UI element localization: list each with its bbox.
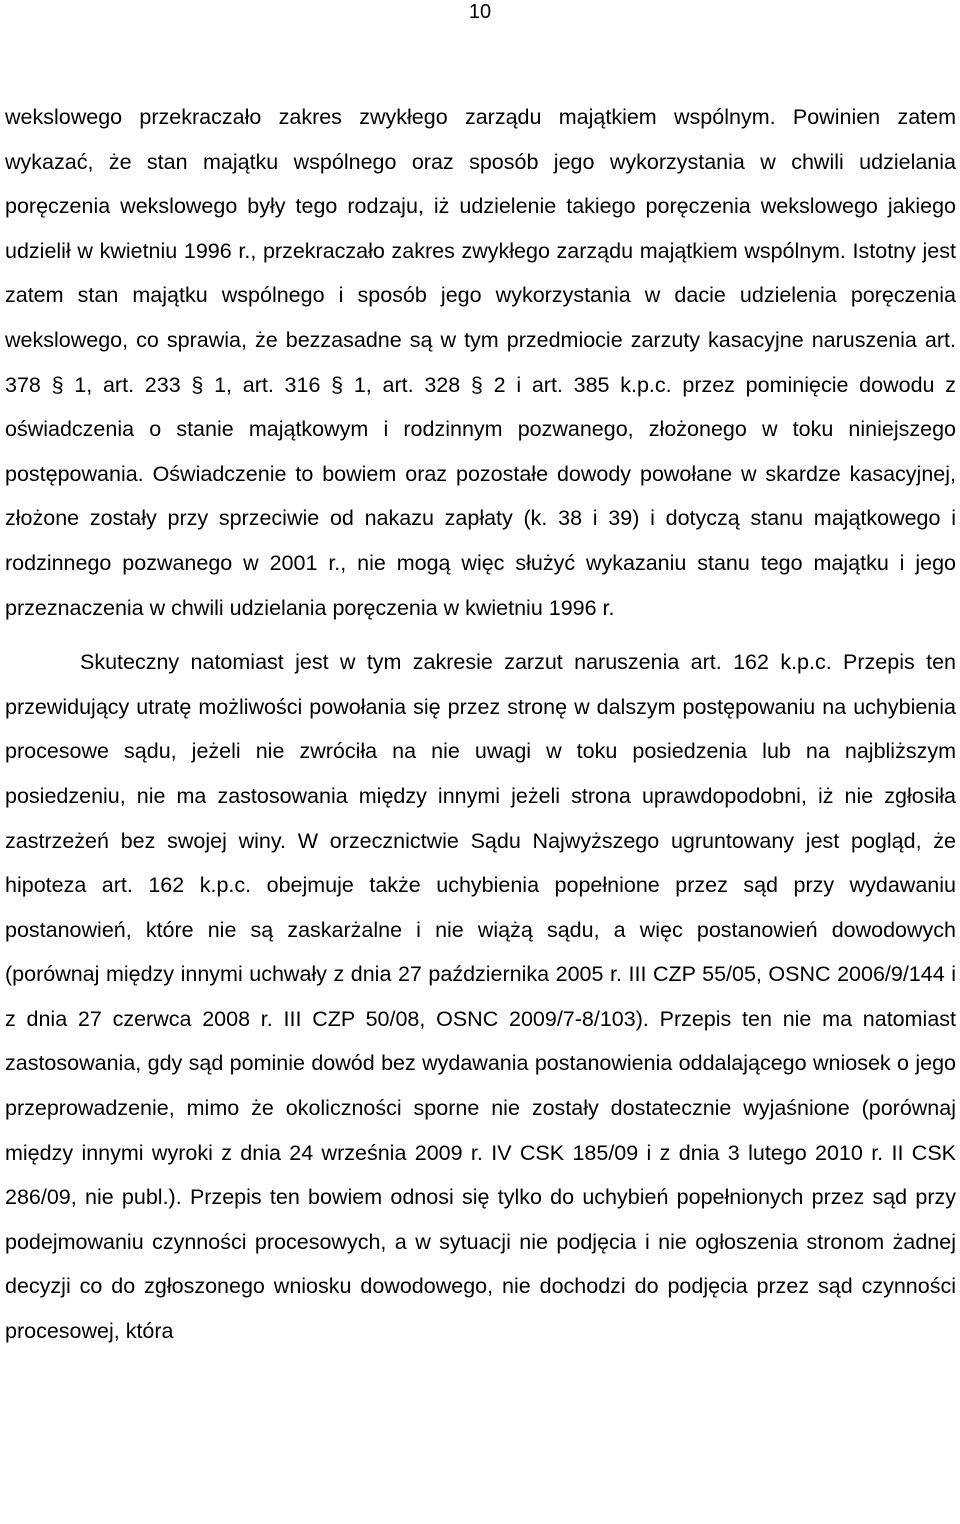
document-body [5,95,956,1354]
paragraph-continuation: wekslowego przekraczało zakres zwykłego zarządu majątkiem wspólnym. Powinien zatem wykazać, że stan majątku wspólnego oraz sposób jego wykorzystania w chwili udzielania poręczenia wekslowego były tego rodzaju, iż udzielenie takiego poręczenia wekslowego jakiego udzielił w kwietniu 1996 r., przekraczało zakres zwykłego zarządu majątkiem wspólnym. Istotny jest zatem stan majątku wspólnego i sposób jego wykorzystania w dacie udzielenia poręczenia wekslowego, co sprawia, że bezzasadne są w tym przedmiocie zarzuty kasacyjne naruszenia art. 378 § 1, art. 233 § 1, art. 316 § 1, art. 328 § 2 i art. 385 k.p.c. przez pominięcie dowodu z oświadczenia o stanie majątkowym i rodzinnym pozwanego, złożonego w toku niniejszego postępowania. Oświadczenie to bowiem oraz pozostałe dowody powołane w skardze kasacyjnej, złożone zostały przy sprzeciwie od nakazu zapłaty (k. 38 i 39) i dotyczą stanu majątkowego i rodzinnego pozwanego w 2001 r., nie mogą więc służyć wykazaniu stanu tego majątku i jego przeznaczenia w chwili udzielania poręczenia w kwietniu 1996 r. [5,105,956,620]
paragraph-art-162: Skuteczny natomiast jest w tym zakresie zarzut naruszenia art. 162 k.p.c. Przepis ten przewidujący utratę możliwości powołania się przez stronę w dalszym postępowaniu na uchybienia procesowe sądu, jeżeli nie zwróciła na nie uwagi w toku posiedzenia lub na najbliższym posiedzeniu, nie ma zastosowania między innymi jeżeli strona uprawdopodobni, iż nie zgłosiła zastrzeżeń bez swojej winy. W orzecznictwie Sądu Najwyższego ugruntowany jest pogląd, że hipoteza art. 162 k.p.c. obejmuje także uchybienia popełnione przez sąd przy wydawaniu postanowień, które nie są zaskarżalne i nie wiążą sądu, a więc postanowień dowodowych (porównaj między innymi uchwały z dnia 27 października 2005 r. III CZP 55/05, OSNC 2006/9/144 i z dnia 27 czerwca 2008 r. III CZP 50/08, OSNC 2009/7-8/103). Przepis ten nie ma natomiast zastosowania, gdy sąd pominie dowód bez wydawania postanowienia oddalającego wniosek o jego przeprowadzenie, mimo że okoliczności sporne nie zostały dostatecznie wyjaśnione (porównaj między innymi wyroki z dnia 24 września 2009 r. IV CSK 185/09 i z dnia 3 lutego 2010 r. II CSK 286/09, nie publ.). Przepis ten bowiem odnosi się tylko do uchybień popełnionych przez sąd przy podejmowaniu czynności procesowych, a w sytuacji nie podjęcia i nie ogłoszenia stronom żadnej decyzji co do zgłoszonego wniosku dowodowego, nie dochodzi do podjęcia przez sąd czynności procesowej, która [5,650,956,1344]
page-number: 10 [468,1,492,23]
